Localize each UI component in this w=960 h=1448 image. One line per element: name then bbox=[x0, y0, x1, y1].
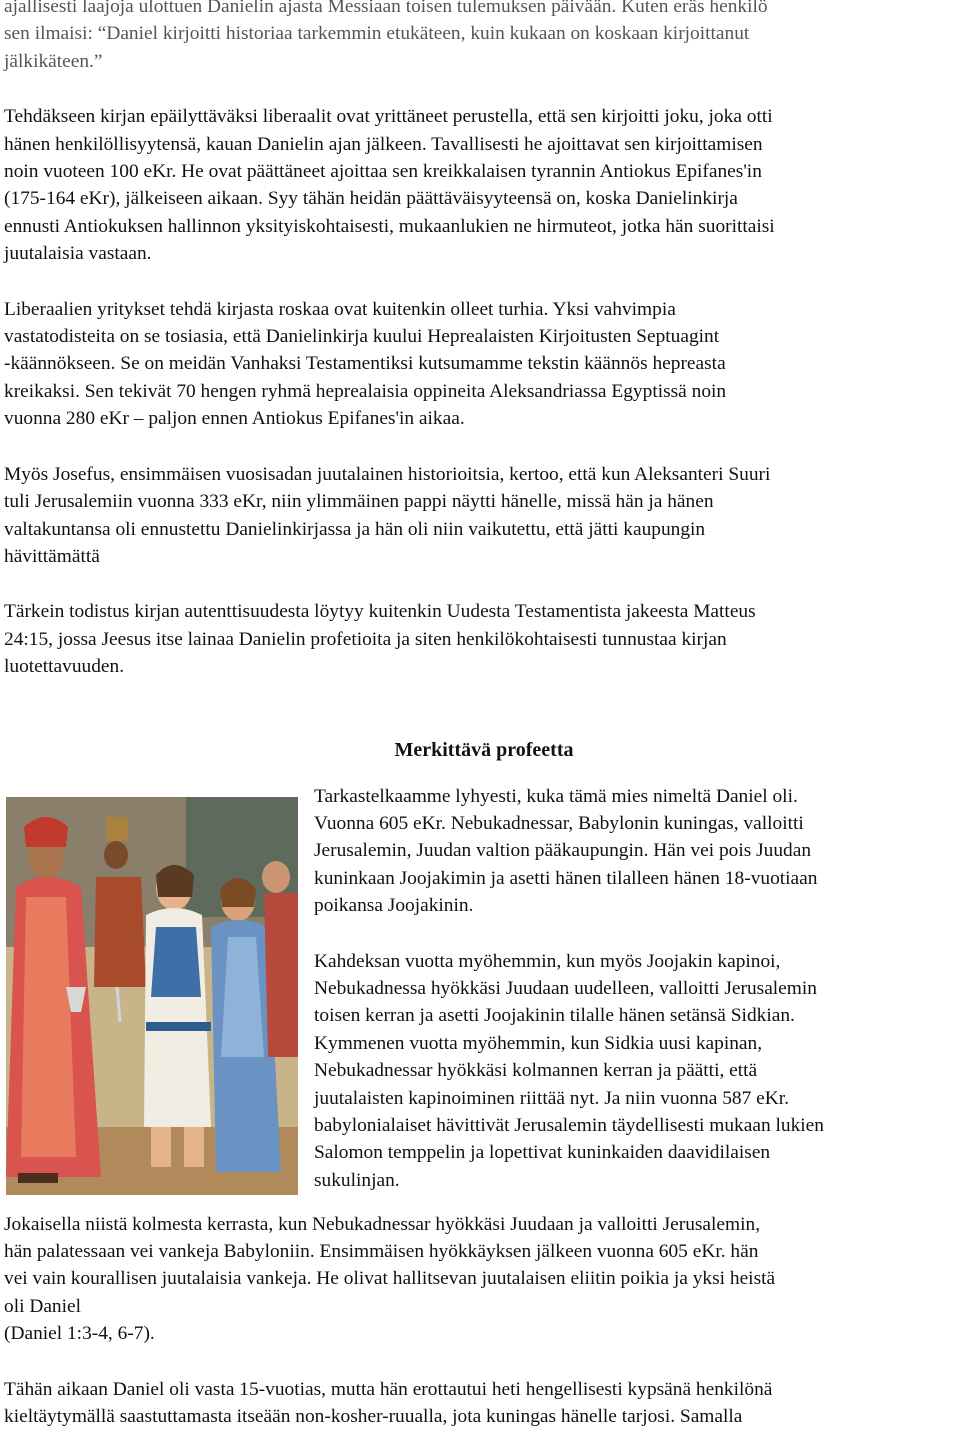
paragraph-liberal-dating bbox=[4, 103, 956, 267]
text-line: valtakuntansa oli ennustettu Danielinkirjassa ja hän oli niin vaikutettu, että jätti kaupungin bbox=[4, 518, 706, 540]
text-line: hävittämättä bbox=[4, 545, 100, 567]
text-line: kuninkaan Joojakimin ja asetti hänen tilalleen hänen 18-vuotiaan bbox=[314, 867, 818, 889]
text-line: Tähän aikaan Daniel oli vasta 15-vuotias, mutta hän erottautui heti hengellisesti kypsänä henkilönä bbox=[4, 1378, 773, 1400]
daniel-illustration bbox=[6, 797, 298, 1195]
paragraph-septuagint bbox=[4, 296, 956, 433]
text-line: Tarkastelkaamme lyhyesti, kuka tämä mies nimeltä Daniel oli. bbox=[314, 785, 798, 807]
text-line: Kahdeksan vuotta myöhemmin, kun myös Joojakin kapinoi, bbox=[314, 950, 781, 972]
figure-row bbox=[0, 783, 960, 1211]
text-line: Tehdäkseen kirjan epäilyttäväksi liberaalit ovat yrittäneet perustella, että sen kirjoitti joku, joka otti bbox=[4, 106, 773, 128]
text-line: Salomon temppelin ja lopettivat kuninkaiden daavidilaisen bbox=[314, 1142, 771, 1164]
text-line: Liberaalien yritykset tehdä kirjasta roskaa ovat kuitenkin olleet turhia. Yksi vahvimpia bbox=[4, 298, 676, 320]
text-line: juutalaisten kapinoiminen riittää nyt. Ja niin vuonna 587 eKr. bbox=[314, 1087, 789, 1109]
paragraph-intro-continuation bbox=[4, 0, 956, 75]
text-line: Myös Josefus, ensimmäisen vuosisadan juutalainen historioitsia, kertoo, että kun Aleksanteri Suuri bbox=[4, 463, 771, 485]
text-line: kieltäytymällä saastuttamasta itseään non-kosher-ruualla, jota kuningas hänelle tarjosi. Samalla bbox=[4, 1405, 743, 1427]
side-text-column bbox=[314, 783, 944, 1195]
text-line: vei vain kourallisen juutalaisia vankeja. He olivat hallitsevan juutalaisen eliitin poikia ja yksi heistä bbox=[4, 1268, 776, 1290]
text-line: luotettavuuden. bbox=[4, 656, 125, 678]
text-line: poikansa Joojakinin. bbox=[314, 895, 474, 917]
text-line: Tärkein todistus kirjan autenttisuudesta löytyy kuitenkin Uudesta Testamentista jakeesta Matteus bbox=[4, 601, 756, 623]
text-line: kreikaksi. Sen tekivät 70 hengen ryhmä heprealaisia oppineita Aleksandriassa Egyptissä noin bbox=[4, 380, 727, 402]
text-line: -käännökseen. Se on meidän Vanhaksi Testamentiksi kutsumamme tekstin käännös hepreasta bbox=[4, 353, 726, 375]
paragraph-new-testament bbox=[4, 598, 956, 680]
text-line: oli Daniel bbox=[4, 1295, 82, 1317]
text-line: Jokaisella niistä kolmesta kerrasta, kun Nebukadnessar hyökkäsi Juudaan ja valloitti Jerusalemin, bbox=[4, 1213, 761, 1235]
text-line: Nebukadnessa hyökkäsi Juudaan uudelleen, valloitti Jerusalemin bbox=[314, 977, 817, 999]
paragraph-babylonian-attacks bbox=[314, 948, 944, 1195]
text-line: toisen kerran ja asetti Joojakinin tilalle hänen setänsä Sidkian. bbox=[314, 1005, 795, 1027]
text-line: Jerusalemin, Juudan valtion pääkaupungin. Hän vei pois Juudan bbox=[314, 840, 812, 862]
text-line: (175-164 eKr), jälkeiseen aikaan. Syy tähän heidän päättäväisyyteensä on, koska Danielinkirja bbox=[4, 188, 738, 210]
text-line: Nebukadnessar hyökkäsi kolmannen kerran ja päätti, että bbox=[314, 1060, 758, 1082]
text-line: tuli Jerusalemiin vuonna 333 eKr, niin ylimmäinen pappi näytti hänelle, missä hän ja hänen bbox=[4, 491, 714, 513]
text-line: Vuonna 605 eKr. Nebukadnessar, Babylonin kuningas, valloitti bbox=[314, 812, 804, 834]
section-heading: Merkittävä profeetta bbox=[394, 738, 574, 761]
text-line: 24:15, jossa Jeesus itse lainaa Danielin profetioita ja siten henkilökohtaisesti tunnustaa kirjan bbox=[4, 628, 727, 650]
text-line: babylonialaiset hävittivät Jerusalemin täydellisesti mukaan lukien bbox=[314, 1115, 824, 1136]
text-line: vuonna 280 eKr – paljon ennen Antiokus Epifanes'in aikaa. bbox=[4, 408, 465, 430]
text-line: jälkikäteen.” bbox=[4, 50, 103, 72]
paragraph-daniel-age bbox=[4, 1376, 956, 1431]
text-line: noin vuoteen 100 eKr. He ovat päättäneet ajoittaa sen kreikkalaisen tyrannin Antiokus Epifanes'in bbox=[4, 161, 762, 183]
text-line: hänen henkilöllisyytensä, kauan Danielin ajan jälkeen. Tavallisesti he ajoittavat sen kirjoittamisen bbox=[4, 133, 763, 155]
paragraph-who-was-daniel bbox=[314, 783, 944, 920]
text-line: Kymmenen vuotta myöhemmin, kun Sidkia uusi kapinan, bbox=[314, 1032, 763, 1054]
text-line: vastatodisteita on se tosiasia, että Danielinkirja kuului Heprealaisten Kirjoitusten Septuagint bbox=[4, 326, 720, 348]
text-line: juutalaisia vastaan. bbox=[4, 243, 152, 265]
text-line: (Daniel 1:3-4, 6-7). bbox=[4, 1323, 155, 1345]
text-line: hän palatessaan vei vankeja Babyloniin. Ensimmäisen hyökkäyksen jälkeen vuonna 605 eKr. hän bbox=[4, 1240, 759, 1262]
paragraph-captives bbox=[4, 1211, 956, 1348]
text-line: ajallisesti laajoja ulottuen Danielin ajasta Messiaan toisen tulemuksen päivään. Kuten eräs henkilö bbox=[4, 0, 768, 17]
text-line: ennusti Antiokuksen hallinnon yksityiskohtaisesti, mukaanlukien ne hirmuteot, jotka hän suorittaisi bbox=[4, 215, 775, 237]
paragraph-josefus bbox=[4, 461, 956, 571]
text-line: sukulinjan. bbox=[314, 1169, 400, 1191]
text-line: sen ilmaisi: “Daniel kirjoitti historiaa tarkemmin etukäteen, kuin kukaan on koskaan kirjoittanut bbox=[4, 23, 750, 45]
